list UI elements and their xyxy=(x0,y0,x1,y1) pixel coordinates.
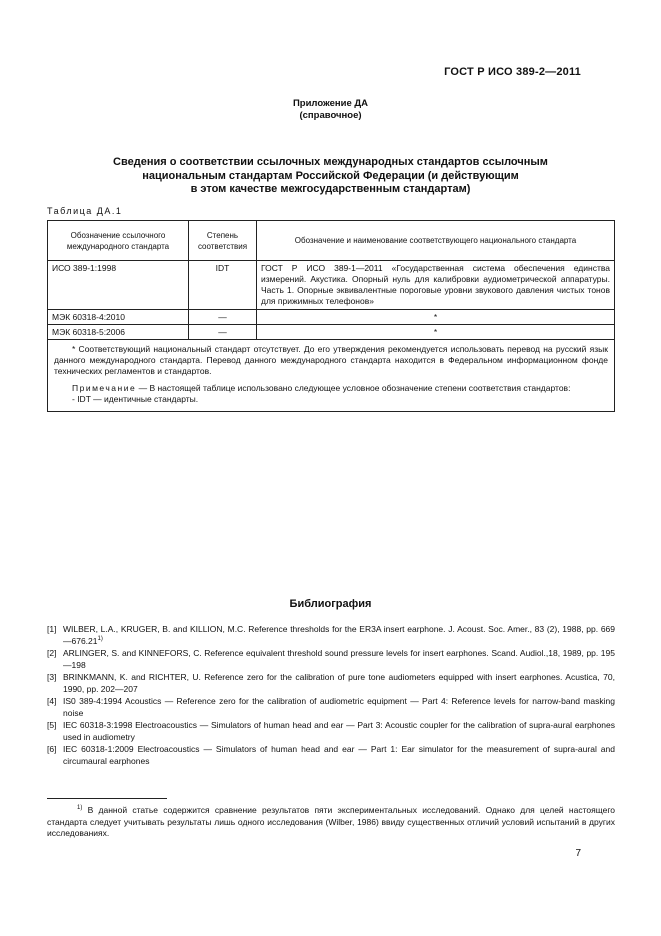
bibliography-item xyxy=(47,696,615,719)
item-text: ARLINGER, S. and KINNEFORS, C. Reference equivalent threshold sound pressure levels for insert earphones. Scand. Audiol.,18, 1989, pp. 195—198 xyxy=(63,648,615,670)
table-footnote: * Соответствующий национальный стандарт отсутствует. До его утверждения рекомендуется использовать перевод на русский язык данного международного стандарта. Перевод данного международного стандарта находится в Федеральном информационном фонде технических регламентов и стандартов. xyxy=(54,344,608,376)
degree-cell: — xyxy=(189,325,257,340)
note-lead: Примечание xyxy=(72,383,137,393)
ref-cell: ИСО 389-1:1998 xyxy=(48,261,189,310)
bibliography-item xyxy=(47,648,615,671)
correspondence-table xyxy=(47,220,615,412)
item-number: [5] xyxy=(47,720,57,730)
degree-cell: IDT xyxy=(189,261,257,310)
title-line: Сведения о соответствии ссылочных международных стандартов ссылочным xyxy=(113,156,548,168)
item-number: [3] xyxy=(47,672,57,682)
section-title xyxy=(60,156,601,197)
bibliography-item xyxy=(47,744,615,767)
item-number: [1] xyxy=(47,624,57,634)
bibliography-list xyxy=(47,624,615,768)
bibliography-item xyxy=(47,624,615,647)
column-header: Обозначение ссылочного международного стандарта xyxy=(48,221,189,261)
appendix-heading xyxy=(0,98,661,122)
bibliography-title: Библиография xyxy=(289,598,372,610)
item-number: [4] xyxy=(47,696,57,706)
degree-cell: — xyxy=(189,310,257,325)
table-row xyxy=(48,325,615,340)
item-text: IS0 389-4:1994 Acoustics — Reference zero for the calibration of audiometric equipment — Part 4: Reference levels for narrow-band masking noise xyxy=(63,696,615,718)
ref-cell: МЭК 60318-5:2006 xyxy=(48,325,189,340)
item-number: [6] xyxy=(47,744,57,754)
item-text: IEC 60318-1:2009 Electroacoustics — Simulators of human head and ear — Part 1: Ear simulator for the measurement of supra-aural and circumaural earphones xyxy=(63,744,615,766)
item-number: [2] xyxy=(47,648,57,658)
ref-cell: МЭК 60318-4:2010 xyxy=(48,310,189,325)
page-number: 7 xyxy=(575,848,581,859)
table-note xyxy=(54,383,608,394)
bibliography-item xyxy=(47,672,615,695)
item-text: IEC 60318-3:1998 Electroacoustics — Simulators of human head and ear — Part 3: Acoustic coupler for the calibration of supra-aural earphones used in audiometry xyxy=(63,720,615,742)
column-header: Обозначение и наименование соответствующего национального стандарта xyxy=(257,221,615,261)
footnote-divider xyxy=(47,798,167,799)
appendix-type: (справочное) xyxy=(299,110,362,121)
document-header: ГОСТ Р ИСО 389-2—2011 xyxy=(444,66,581,78)
page-footnote xyxy=(47,805,615,840)
title-line: в этом качестве межгосударственным стандартам) xyxy=(190,183,471,195)
note-text: — В настоящей таблице использовано следующее условное обозначение степени соответствия стандартов: xyxy=(138,383,571,393)
footnote-ref: 1) xyxy=(97,635,103,642)
footnote-mark: 1) xyxy=(77,805,83,812)
note-item: - IDT — идентичные стандарты. xyxy=(72,394,199,404)
national-cell: * xyxy=(257,325,615,340)
footnote-text: В данной статье содержится сравнение результатов пяти экспериментальных исследований. Однако для целей настоящего стандарта следует учитывать результаты лишь одного исследования (Wilber, 1986) ввиду существенных отличий условий испытаний в других исследованиях. xyxy=(47,805,615,838)
title-line: национальным стандартам Российской Федерации (и действующим xyxy=(142,169,519,182)
item-text: BRINKMANN, K. and RICHTER, U. Reference zero for the calibration of pure tone audiometers equipped with insert earphones. Acustica, 70, 1990, pp. 202—207 xyxy=(63,672,615,694)
table-row xyxy=(48,310,615,325)
national-cell: ГОСТ Р ИСО 389-1—2011 «Государственная система обеспечения единства измерений. Акустика. Опорный нуль для калибровки аудиометрической аппаратуры. Часть 1. Опорные эквивалентные пороговые уровни звукового давления чистых тонов для прижимных телефонов» xyxy=(257,261,615,310)
table-footer-row xyxy=(48,340,615,412)
column-header: Степень соответствия xyxy=(189,221,257,261)
national-cell: * xyxy=(257,310,615,325)
table-header-row xyxy=(48,221,615,261)
appendix-label: Приложение ДА xyxy=(292,98,369,109)
table-caption: Таблица ДА.1 xyxy=(47,206,123,216)
table-footnote-cell xyxy=(48,340,615,412)
item-text: WILBER, L.A., KRUGER, B. and KILLION, M.C. Reference thresholds for the ER3A insert earphone. J. Acoust. Soc. Amer., 83 (2), 1988, pp. 669—676.21 xyxy=(63,624,615,646)
table-row xyxy=(48,261,615,310)
bibliography-item xyxy=(47,720,615,743)
